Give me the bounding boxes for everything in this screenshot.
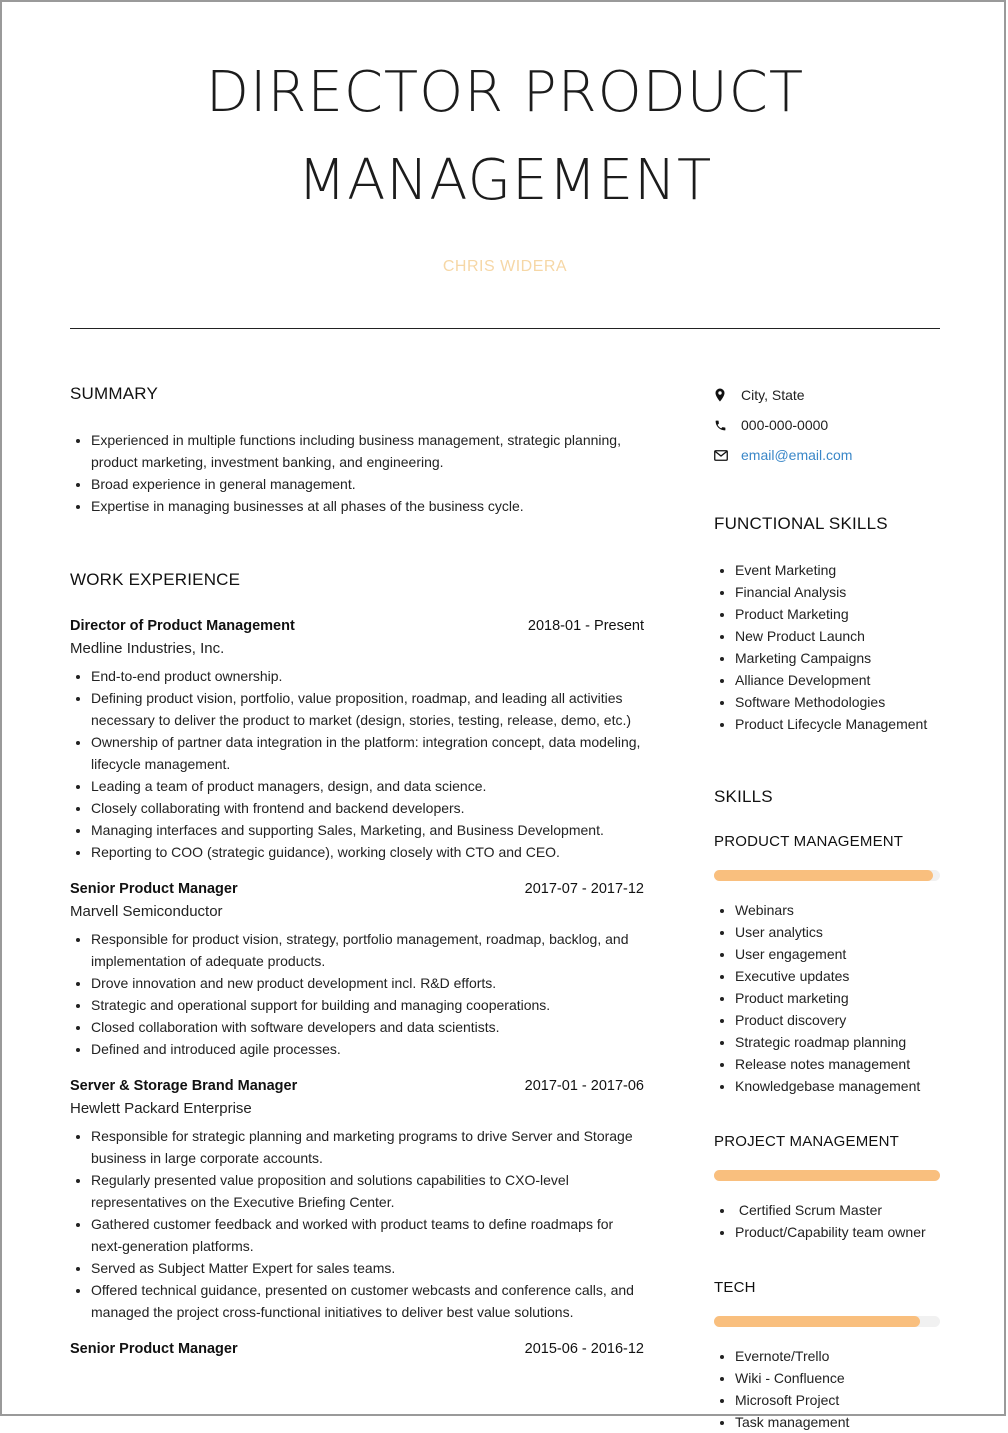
skill-item: • Evernote/Trello	[735, 1345, 940, 1367]
skill-group	[714, 1133, 940, 1243]
job-company: Medline Industries, Inc.	[70, 640, 225, 657]
job-title: Senior Product Manager	[70, 881, 238, 897]
job-bullet: • Defining product vision, portfolio, value proposition, roadmap, and leading all activities necessary to deliver the product to market (design, stories, testing, release, demo, etc.)	[91, 687, 644, 731]
main-column	[70, 382, 644, 1357]
skill-item: • User analytics	[735, 921, 940, 943]
skill-group	[714, 833, 940, 1097]
contact-phone	[714, 410, 940, 440]
header-divider	[70, 328, 940, 329]
map-pin-icon	[714, 388, 741, 402]
skill-group-title: TECH	[714, 1279, 756, 1296]
skills-heading: SKILLS	[714, 787, 773, 806]
job-title: Server & Storage Brand Manager	[70, 1078, 298, 1094]
skill-level-bar	[714, 1316, 940, 1327]
skill-level-bar	[714, 1170, 940, 1181]
functional-skill-item: • Alliance Development	[735, 669, 940, 691]
contact-email	[714, 440, 940, 470]
resume-title-line-2: MANAGEMENT	[297, 148, 713, 213]
job-bullet: • Responsible for strategic planning and marketing programs to drive Server and Storage business in large corporate accounts.	[91, 1125, 644, 1169]
job-bullets	[70, 1125, 644, 1323]
skill-level-fill	[714, 870, 933, 881]
skill-item: • Strategic roadmap planning	[735, 1031, 940, 1053]
skill-item: • Product/Capability team owner	[735, 1221, 940, 1243]
summary-item: • Broad experience in general management.	[91, 473, 644, 495]
work-experience-heading: WORK EXPERIENCE	[70, 570, 241, 589]
job-bullet: • Closed collaboration with software developers and data scientists.	[91, 1016, 644, 1038]
phone-icon	[714, 419, 741, 432]
skill-group-list	[714, 899, 940, 1097]
functional-skill-item: • Financial Analysis	[735, 581, 940, 603]
job-bullet: • Gathered customer feedback and worked with product teams to define roadmaps for next-generation platforms.	[91, 1213, 644, 1257]
skill-level-fill	[714, 1170, 940, 1181]
candidate-name: CHRIS WIDERA	[442, 258, 568, 275]
job-bullet: • Leading a team of product managers, design, and data science.	[91, 775, 644, 797]
skill-item: • Wiki - Confluence	[735, 1367, 940, 1389]
functional-skills-list	[714, 559, 940, 735]
summary-list	[70, 429, 644, 517]
functional-skill-item: • Software Methodologies	[735, 691, 940, 713]
envelope-icon	[714, 450, 741, 461]
functional-skills-heading: FUNCTIONAL SKILLS	[714, 514, 888, 533]
skill-item: • Product marketing	[735, 987, 940, 1009]
skill-item: • Knowledgebase management	[735, 1075, 940, 1097]
summary-item: • Experienced in multiple functions including business management, strategic planning, product marketing, investment banking, and engineering.	[91, 429, 644, 473]
contact-location	[714, 380, 940, 410]
skill-group-title: PROJECT MANAGEMENT	[714, 1133, 900, 1150]
job-entry	[70, 618, 644, 863]
functional-skill-item: • New Product Launch	[735, 625, 940, 647]
skill-group-list	[714, 1199, 940, 1243]
job-bullet: • Drove innovation and new product development incl. R&D efforts.	[91, 972, 644, 994]
job-title: Senior Product Manager	[70, 1341, 238, 1357]
contact-location-text: City, State	[741, 387, 805, 403]
skill-group-list	[714, 1345, 940, 1433]
job-bullet: • Defined and introduced agile processes.	[91, 1038, 644, 1060]
functional-skill-item: • Product Lifecycle Management	[735, 713, 940, 735]
job-bullet: • Offered technical guidance, presented on customer webcasts and conference calls, and managed the project cross-functional initiatives to deliver best value solutions.	[91, 1279, 644, 1323]
functional-skill-item: • Event Marketing	[735, 559, 940, 581]
skill-level-bar	[714, 870, 940, 881]
skill-item: • Microsoft Project	[735, 1389, 940, 1411]
job-bullet: • Strategic and operational support for building and managing cooperations.	[91, 994, 644, 1016]
functional-skill-item: • Product Marketing	[735, 603, 940, 625]
functional-skill-item: • Marketing Campaigns	[735, 647, 940, 669]
job-company: Hewlett Packard Enterprise	[70, 1100, 252, 1117]
job-title: Director of Product Management	[70, 618, 295, 634]
job-dates: 2015-06 - 2016-12	[524, 1341, 644, 1357]
skill-item: • User engagement	[735, 943, 940, 965]
contact-phone-text: 000-000-0000	[741, 417, 829, 433]
skill-item: • Task management	[735, 1411, 940, 1433]
job-dates: 2018-01 - Present	[527, 618, 644, 634]
job-bullet: • End-to-end product ownership.	[91, 665, 644, 687]
skill-group	[714, 1279, 940, 1433]
job-bullet: • Regularly presented value proposition and solutions capabilities to CXO-level representatives on the Executive Briefing Center.	[91, 1169, 644, 1213]
email-link[interactable]: email@email.com	[741, 447, 853, 463]
job-bullet: • Reporting to COO (strategic guidance), working closely with CTO and CEO.	[91, 841, 644, 863]
skill-group-title: PRODUCT MANAGEMENT	[714, 833, 904, 850]
job-bullet: • Managing interfaces and supporting Sales, Marketing, and Business Development.	[91, 819, 644, 841]
sidebar-column	[714, 380, 940, 1433]
job-company: Marvell Semiconductor	[70, 903, 223, 920]
skill-item: • Certified Scrum Master	[735, 1199, 940, 1221]
summary-heading: SUMMARY	[70, 384, 158, 403]
job-entry	[70, 1341, 644, 1357]
resume-title-line-1: DIRECTOR PRODUCT	[205, 60, 805, 125]
skill-level-fill	[714, 1316, 920, 1327]
skill-item: • Release notes management	[735, 1053, 940, 1075]
job-entry	[70, 1078, 644, 1323]
job-bullet: • Served as Subject Matter Expert for sales teams.	[91, 1257, 644, 1279]
job-bullet: • Closely collaborating with frontend and backend developers.	[91, 797, 644, 819]
job-entry	[70, 881, 644, 1060]
contact-block	[714, 380, 940, 470]
job-bullets	[70, 928, 644, 1060]
job-bullet: • Responsible for product vision, strategy, portfolio management, roadmap, backlog, and implementation of adequate products.	[91, 928, 644, 972]
job-bullet: • Ownership of partner data integration in the platform: integration concept, data modeling, lifecycle management.	[91, 731, 644, 775]
skill-item: • Product discovery	[735, 1009, 940, 1031]
job-dates: 2017-01 - 2017-06	[524, 1078, 644, 1094]
job-bullets	[70, 665, 644, 863]
skill-item: • Executive updates	[735, 965, 940, 987]
summary-item: • Expertise in managing businesses at all phases of the business cycle.	[91, 495, 644, 517]
skill-item: • Webinars	[735, 899, 940, 921]
job-dates: 2017-07 - 2017-12	[524, 881, 644, 897]
